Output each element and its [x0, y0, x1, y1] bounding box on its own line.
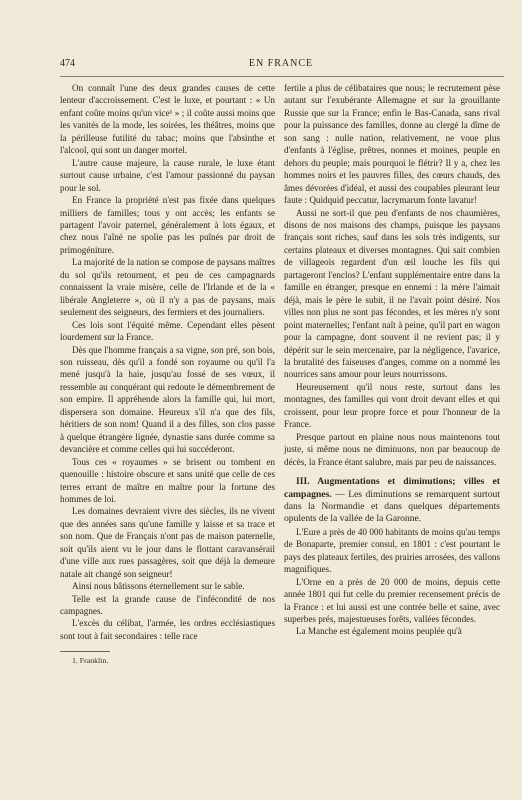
paragraph: En France la propriété n'est pas fixée dans quelques milliers de familles; tous y ont accès; les enfants se partagent l'avoir paternel, généralement à lots égaux, et chez nous l'aîné ne spolie pas les puînés par droit de primogéniture.	[60, 195, 275, 255]
section-lead: — Les diminutions se remarquent surtout dans la Normandie et dans quelques départements opulents de la vallée de la Garonne.	[284, 488, 500, 525]
paragraph: Dès que l'homme français a sa vigne, son pré, son bois, son ruisseau, dès qu'il a fondé son royaume ou qu'il l'a mené jusqu'à la haie, jusqu'au fossé de ses vœux, il ressemble au conquérant qui redoute le démembrement de son empire. Il appréhende alors la famille qui, lui mort, dispersera son domaine. Heureux s'il n'a que des fils, héritiers de son nom! Quand il a des filles, son clos passe à quelque étrangère lignée, dynastie sans durée comme sa devancière et comme celles qui lui succéderont.	[60, 344, 275, 455]
paragraph: L'Orne en a près de 20 000 de moins, depuis cette année 1801 qui fut celle du premier recensement précis de la France : et lui aussi est une contrée belle et saine, avec superbes prés, majestueuses forêts, vallées fécondes.	[284, 576, 500, 625]
page-header	[60, 58, 502, 72]
paragraph: Heureusement qu'il nous reste, surtout dans les montagnes, des familles qui vont droit devant elles et qui croissent, pour leur propre force et pour l'honneur de la France.	[284, 381, 500, 430]
page-number: 474	[60, 58, 75, 69]
paragraph: Presque partout en plaine nous nous maintenons tout juste, si même nous ne diminuons, non par beaucoup de décès, la France étant salubre, mais par peu de naissances.	[284, 431, 500, 467]
right-column	[284, 82, 500, 638]
paragraph: On connaît l'une des deux grandes causes de cette lenteur d'accroissement. C'est le luxe, et pourtant : « Un enfant coûte moins qu'un vice¹ » ; il coûte aussi moins que les vanités de la mode, les soirées, les théâtres, moins que la périlleuse futilité du tabac; moins que l'absinthe et l'alcool, qui sont un danger mortel.	[60, 83, 275, 156]
paragraph: L'autre cause majeure, la cause rurale, le luxe étant surtout cause urbaine, c'est l'amour passionné du paysan pour le sol.	[60, 157, 275, 193]
header-rule	[60, 76, 504, 77]
paragraph: L'excès du célibat, l'armée, les ordres ecclésiastiques sont tout à fait secondaires : telle race	[60, 618, 275, 641]
paragraph: Ces lois sont l'équité même. Cependant elles pèsent lourdement sur la France.	[60, 319, 275, 343]
paragraph: Ainsi nous bâtissons éternellement sur le sable.	[72, 581, 245, 592]
paragraph: Aussi ne sort-il que peu d'enfants de nos chaumières, disons de nos maisons des champs, puisque les paysans français sont riches, sauf dans les sols très indigents, sur certains plateaux et diverses montagnes. Qui sait combien de villageois regardent d'un œil louche les fils qui partageront l'enclos? L'enfant supplémentaire entre dans la famille en étranger, presque en ennemi : la mère l'aimait déjà, mais le père le subit, il ne l'avait point désiré. Nos villes non plus ne sont pas fécondes, et les mères n'y sont point maternelles; l'enfant naît à peine, qu'il part en wagon pour la campagne, dont souvent il ne revient pas; il y dépérit sur le sein mercenaire, par la négligence, l'avarice, la brutalité des faiseuses d'anges, comme on a nommé les nourrices sans amour pour leurs nourrissons.	[284, 207, 500, 380]
section-heading	[284, 476, 500, 526]
footnote-rule	[60, 651, 110, 652]
paragraph: La Manche est également moins peuplée qu'à	[296, 626, 462, 637]
paragraph: fertile a plus de célibataires que nous; le recrutement pèse autant sur l'exubérante Allemagne et sur la grouillante Russie que sur la France; enfin le Bas-Canada, sans rival pour la puissance des familles, donne au clergé la dîme de son sang : nulle nation, relativement, ne voue plus d'enfants à l'église, prêtres, nonnes et moines, peuple en dehors du peuple; mais pourquoi le flétrir? Il y a, chez les hommes noirs et les pauvres filles, des cœurs chauds, des âmes dévorées d'idéal, et aussi des coupables pleurant leur faute : Quidquid peccatur, lacrymarum fonte lavatur!	[284, 83, 500, 206]
paragraph: Telle est la grande cause de l'infécondité de nos campagnes.	[60, 593, 275, 617]
section-title: III. Augmentations et diminutions; villes et campagnes.	[284, 476, 500, 500]
paragraph: Les domaines devraient vivre des siècles, ils ne vivent que des années sans qu'une famille y laisse et sa trace et son nom. Que de Français n'ont pas de maison paternelle, soit qu'ils aient vu le jour dans le flottant caravansérail d'une ville aux rues passagères, soit que déjà la demeure natale ait changé son seigneur!	[60, 506, 275, 579]
paragraph: La majorité de la nation se compose de paysans maîtres du sol qu'ils retournent, et peu de ces campagnards connaissent la vraie misère, celle de l'Irlande et de la « libérale Angleterre », où il n'y a pas de paysans, mais seulement des seigneurs, des fermiers et des journaliers.	[60, 257, 275, 318]
running-title: EN FRANCE	[248, 58, 314, 69]
paragraph: L'Eure a près de 40 000 habitants de moins qu'au temps de Bonaparte, premier consul, en 1801 : c'est pourtant le pays des plateaux fertiles, des prairies arrosées, des vallons magnifiques.	[284, 526, 500, 575]
left-column	[60, 82, 275, 666]
paragraph: Tous ces « royaumes » se brisent ou tombent en quenouille : histoire obscure et sans unité que celle de ces terres errant de maître en maître pour la fortune des hommes de loi.	[60, 456, 275, 504]
footnote: 1. Franklin.	[72, 656, 109, 666]
